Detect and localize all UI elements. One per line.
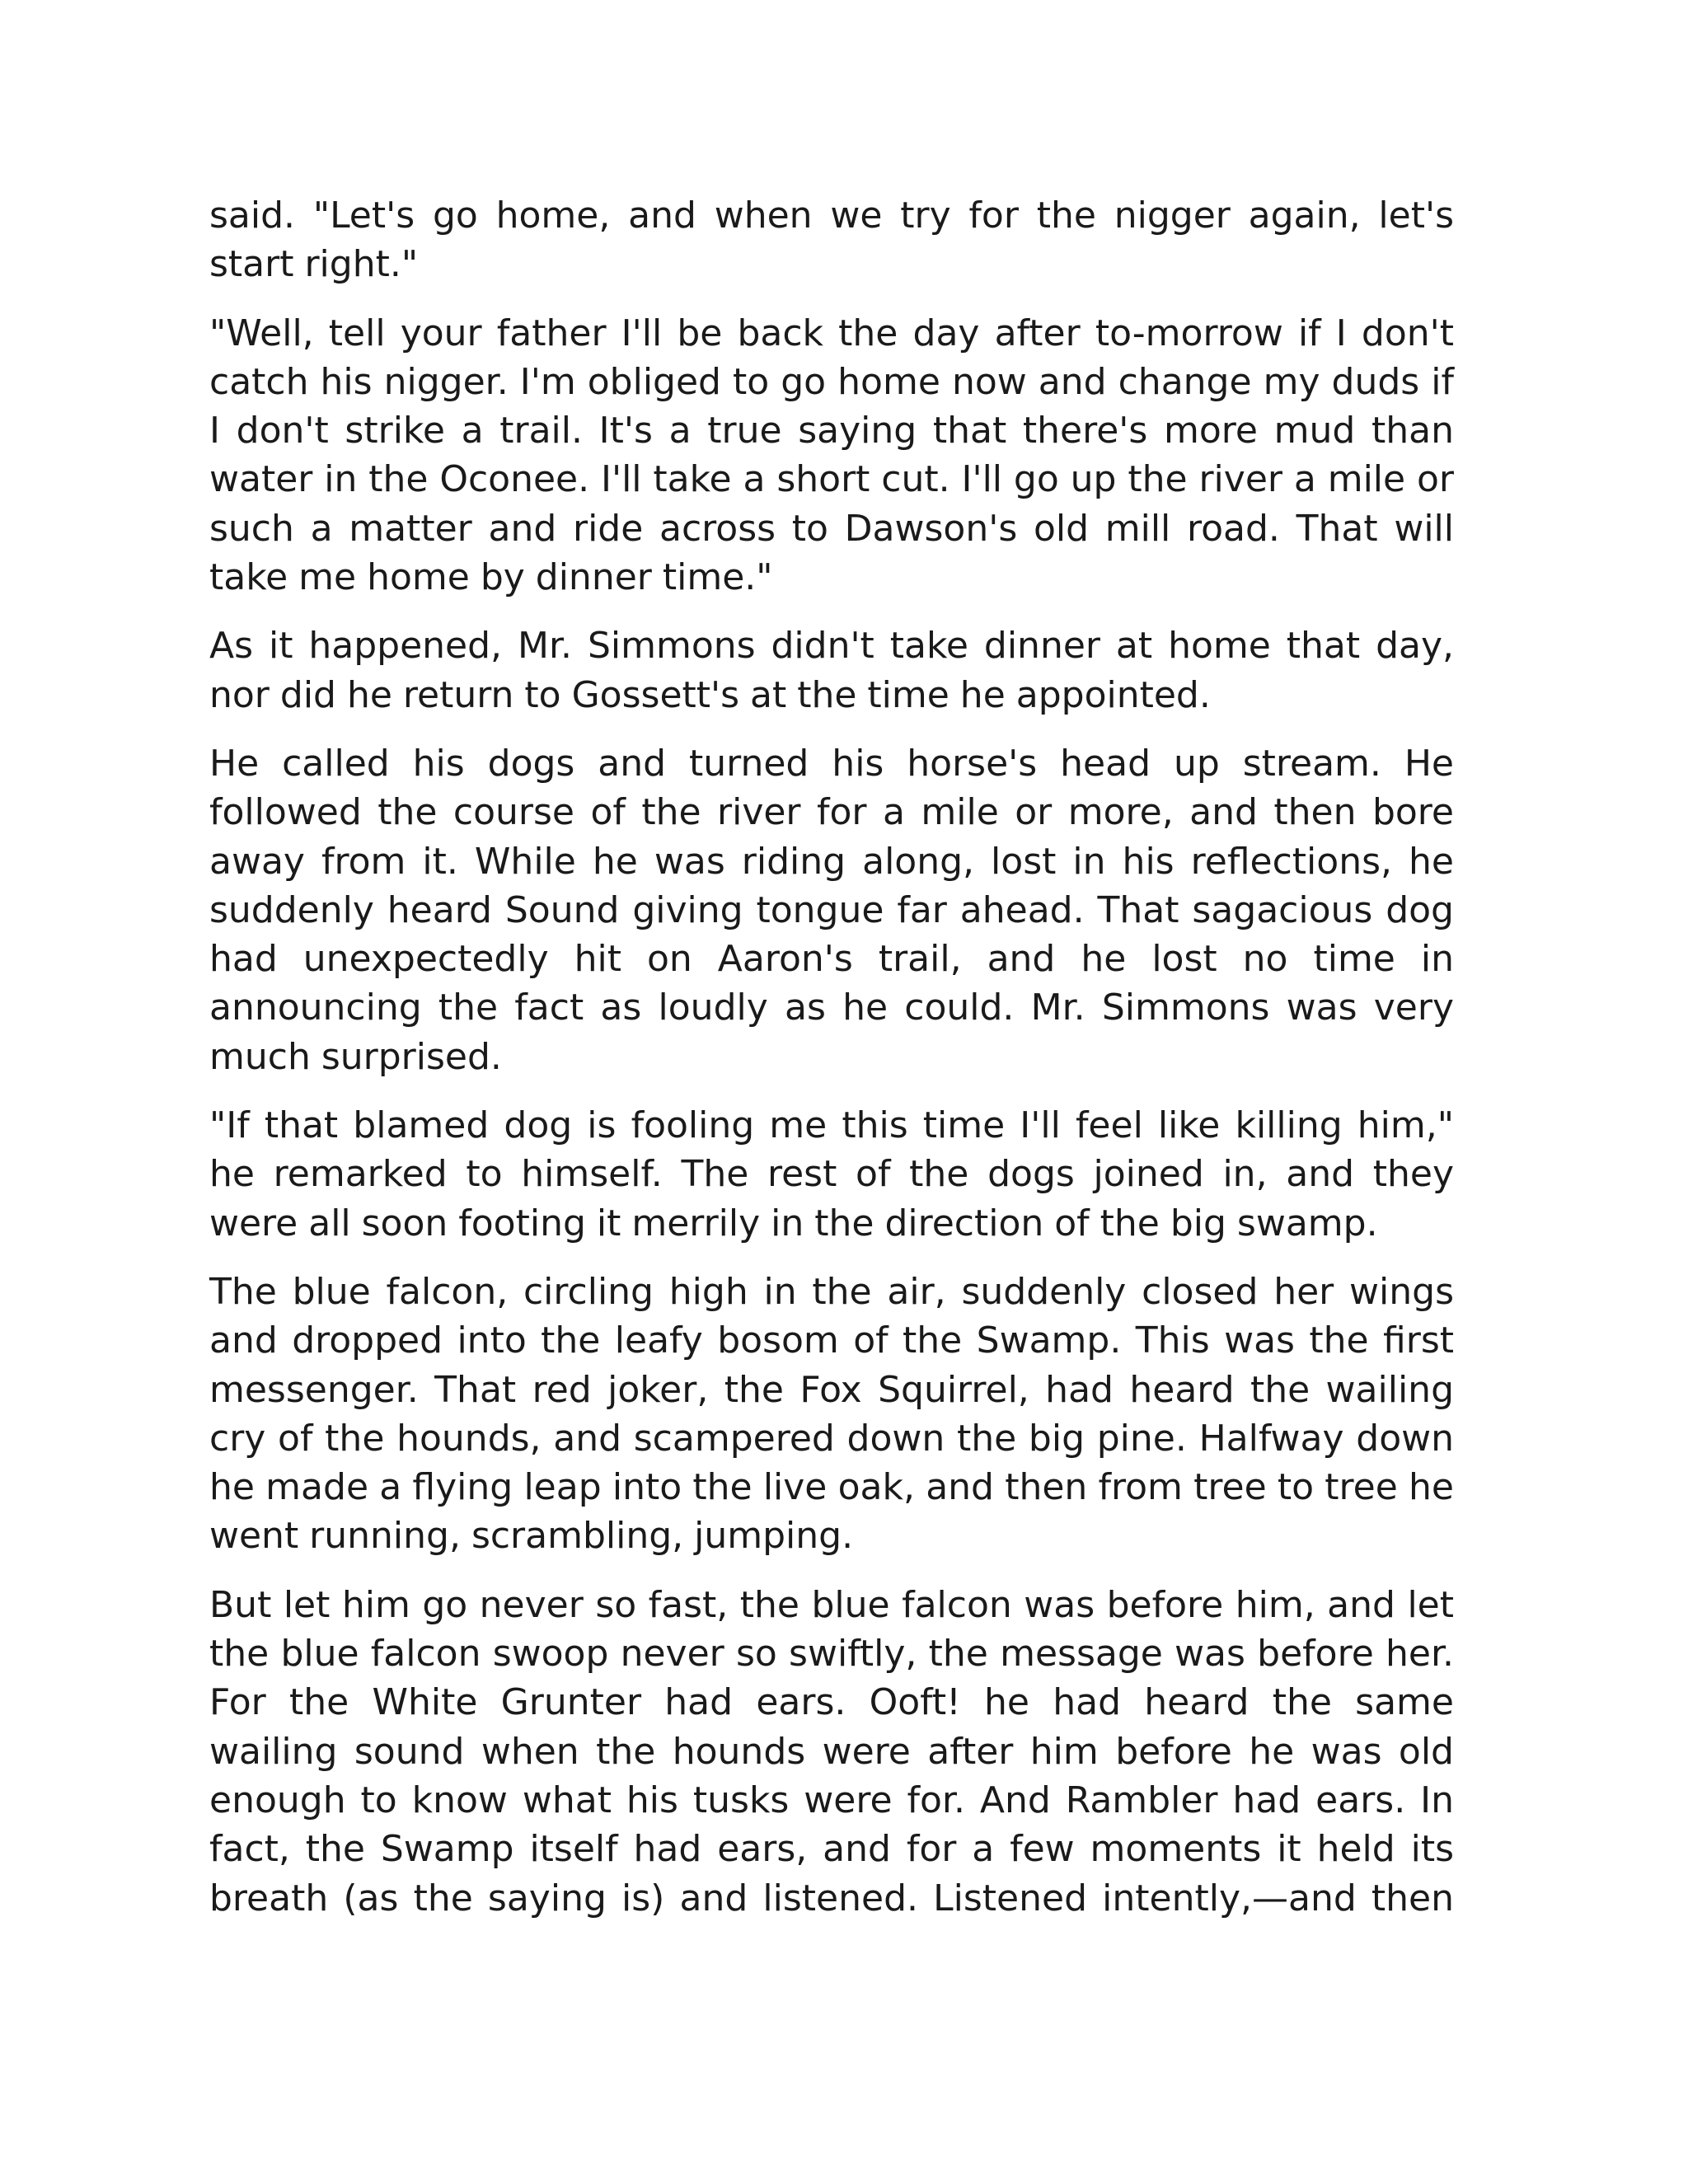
paragraph: But let him go never so fast, the blue falcon was before him, and let the blue falcon swoop never so swiftly, the message was before her. For the White Grunter had ears. Ooft! he had heard the same wailing sound when the hounds were after him before he was old enough to know what his tusks were for. And Rambler had ears. In fact, the Swamp itself had ears, and for a few moments it held its breath (as the saying is) and listened. Listened intently,—and then <box>209 1583 1454 1919</box>
paragraph: He called his dogs and turned his horse's head up stream. He followed the course of the river for a mile or more, and then bore away from it. While he was riding along, lost in his reflections, he suddenly heard Sound giving tongue far ahead. That sagacious dog had unexpectedly hit on Aaron's trail, and he lost no time in announcing the fact as loudly as he could. Mr. Simmons was very much surprised. <box>209 742 1454 1078</box>
page-text <box>209 191 1454 1943</box>
paragraph: As it happened, Mr. Simmons didn't take dinner at home that day, nor did he return to Gossett's at the time he appointed. <box>209 625 1454 716</box>
paragraph: "Well, tell your father I'll be back the day after to-morrow if I don't catch his nigger. I'm obliged to go home now and change my duds if I don't strike a trail. It's a true saying that there's more mud than water in the Oconee. I'll take a short cut. I'll go up the river a mile or such a matter and ride across to Dawson's old mill road. That will take me home by dinner time." <box>209 312 1454 599</box>
paragraph: said. "Let's go home, and when we try for the nigger again, let's start right." <box>209 194 1454 286</box>
paragraph: The blue falcon, circling high in the air, suddenly closed her wings and dropped into the leafy bosom of the Swamp. This was the first messenger. That red joker, the Fox Squirrel, had heard the wailing cry of the hounds, and scampered down the big pine. Halfway down he made a flying leap into the live oak, and then from tree to tree he went running, scrambling, jumping. <box>209 1270 1454 1558</box>
paragraph: "If that blamed dog is fooling me this time I'll feel like killing him," he remarked to himself. The rest of the dogs joined in, and they were all soon footing it merrily in the direction of the big swamp. <box>209 1104 1454 1244</box>
